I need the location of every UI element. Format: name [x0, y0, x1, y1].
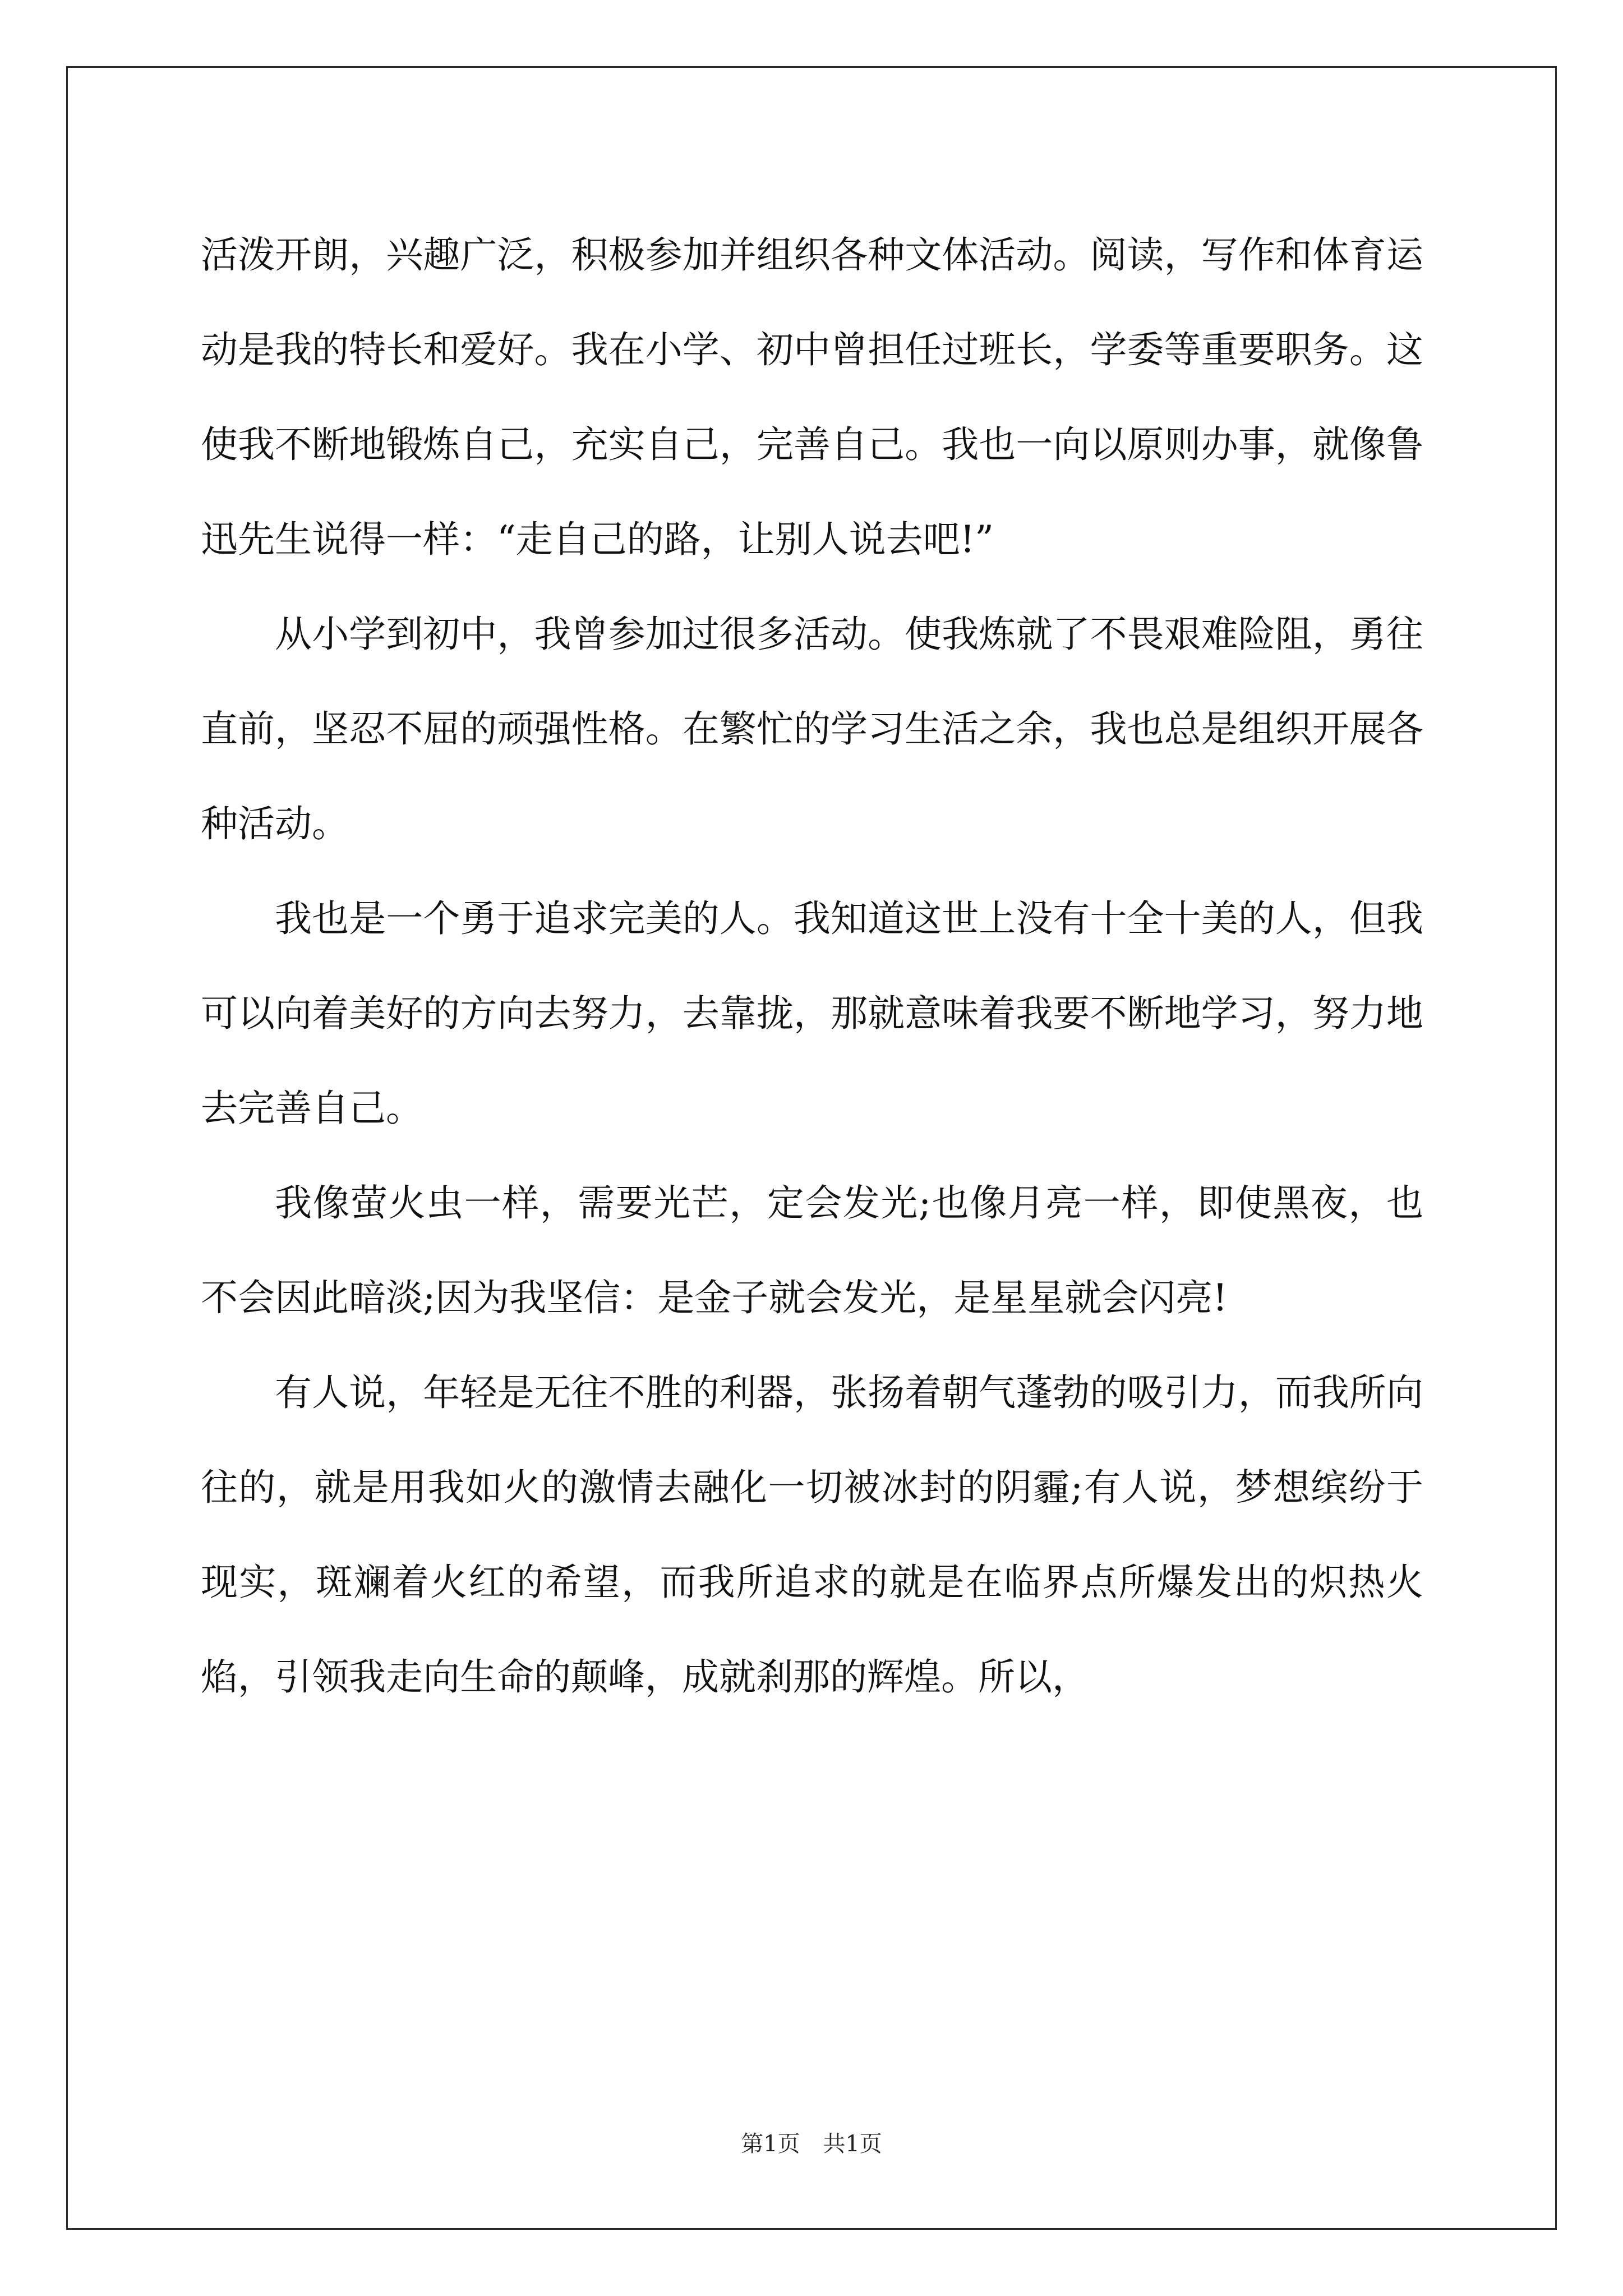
page-footer — [0, 2126, 1623, 2158]
paragraph-4: 我像萤火虫一样，需要光芒，定会发光;也像月亮一样，即使黑夜，也不会因此暗淡;因为我坚信：是金子就会发光，是星星就会闪亮! — [201, 1181, 1423, 1319]
paragraph-5: 有人说，年轻是无往不胜的利器，张扬着朝气蓬勃的吸引力，而我所向往的，就是用我如火的激情去融化一切被冰封的阴霾;有人说，梦想缤纷于现实，斑斓着火红的希望，而我所追求的就是在临界点所爆发出的炽热火焰，引领我走向生命的颠峰，成就刹那的辉煌。所以， — [201, 1371, 1423, 1699]
paragraph-3: 我也是一个勇于追求完美的人。我知道这世上没有十全十美的人，但我可以向着美好的方向去努力，去靠拢，那就意味着我要不断地学习，努力地去完善自己。 — [201, 897, 1423, 1130]
paragraph-1: 活泼开朗，兴趣广泛，积极参加并组织各种文体活动。阅读，写作和体育运动是我的特长和爱好。我在小学、初中曾担任过班长，学委等重要职务。这使我不断地锻炼自己，充实自己，完善自己。我也一向以原则办事，就像鲁迅先生说得一样：“走自己的路，让别人说去吧!” — [201, 233, 1423, 561]
document-body — [201, 208, 1423, 1724]
page-number-current: 第1页 — [741, 2131, 800, 2157]
paragraph-2: 从小学到初中，我曾参加过很多活动。使我炼就了不畏艰难险阻，勇往直前，坚忍不屈的顽强性格。在繁忙的学习生活之余，我也总是组织开展各种活动。 — [201, 613, 1423, 845]
page-number-total: 共1页 — [823, 2131, 882, 2157]
